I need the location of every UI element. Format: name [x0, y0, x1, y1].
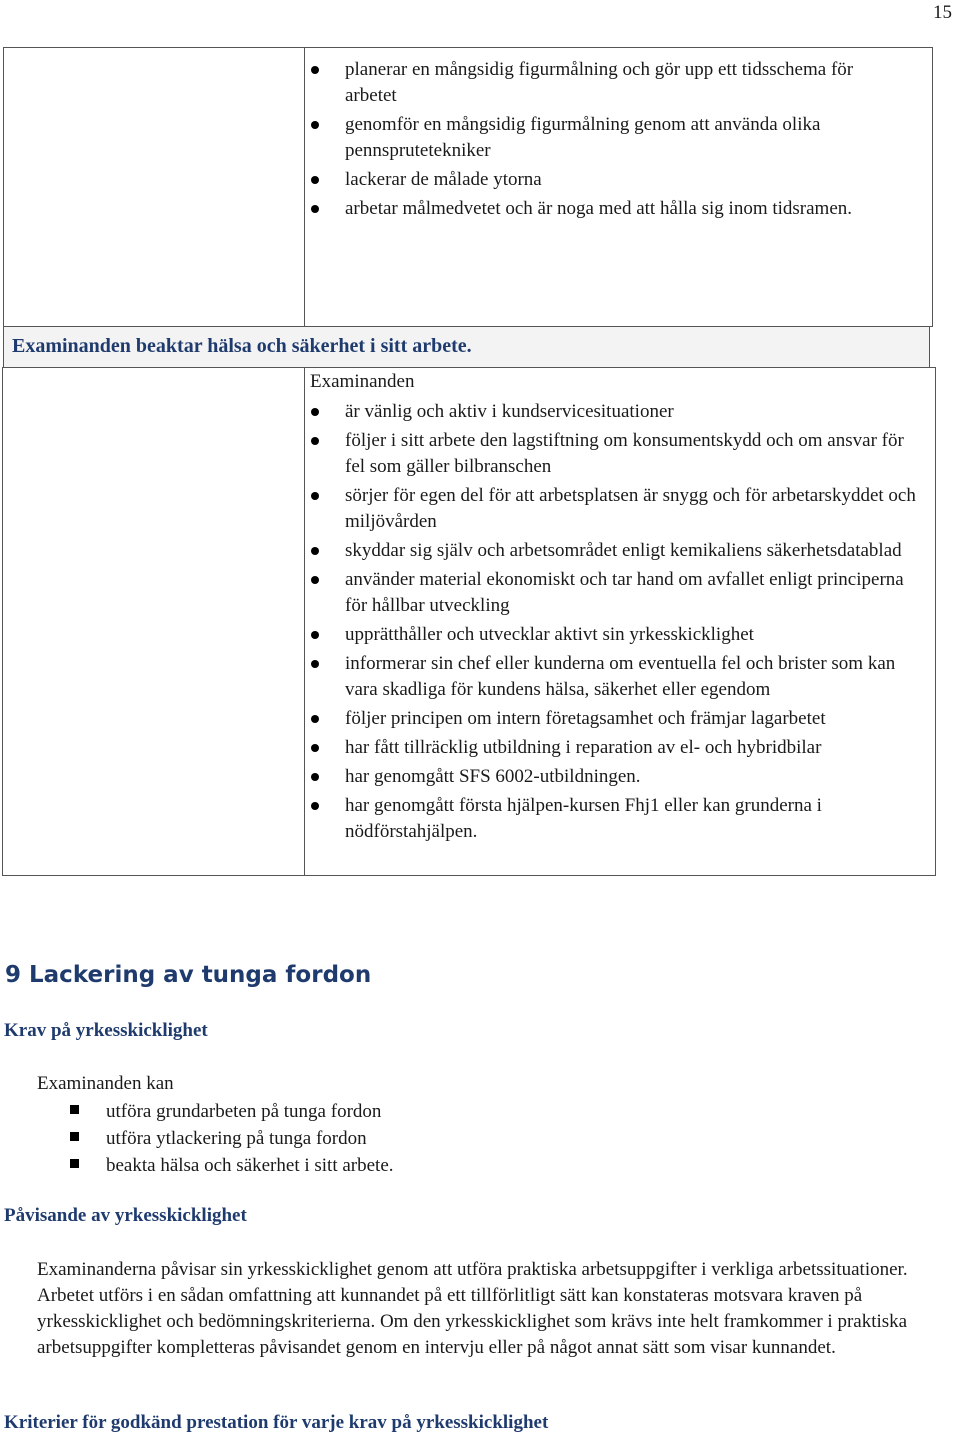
- list-item: följer i sitt arbete den lagstiftning om konsumentskydd och om ansvar för fel som gäller bilbranschen: [305, 428, 925, 480]
- list-item: har genomgått första hjälpen-kursen Fhj1 eller kan grunderna i nödförstahjälpen.: [305, 793, 925, 845]
- bullet-icon: [311, 773, 319, 781]
- pavisande-paragraph: Examinanderna påvisar sin yrkesskicklighet genom att utföra praktiska arbetsuppgifter i verkliga arbetssituationer. Arbetet utförs i en sådan omfattning att kunnandet på ett tillförlitligt sätt kan konstateras motsvara kraven på yrkesskicklighet och bedömningskriterierna. Om den yrkesskicklighet som krävs inte helt framkommer i praktiska arbetsuppgifter kompletteras påvisandet genom en intervju eller på något annat sätt som visar kunnandet.: [37, 1259, 908, 1358]
- list-item: upprätthåller och utvecklar aktivt sin yrkesskicklighet: [305, 622, 925, 648]
- health-intro: Examinanden: [310, 371, 415, 392]
- health-safety-heading: Examinanden beaktar hälsa och säkerhet i sitt arbete.: [12, 335, 472, 357]
- list-item: arbetar målmedvetet och är noga med att hålla sig inom tidsramen.: [305, 196, 905, 222]
- bullet-icon: [311, 660, 319, 668]
- bullet-icon: [311, 66, 319, 74]
- krav-heading: Krav på yrkesskicklighet: [4, 1020, 208, 1041]
- square-bullet-icon: [70, 1132, 79, 1141]
- list-item: använder material ekonomiskt och tar hand om avfallet enligt principerna för hållbar utveckling: [305, 567, 925, 619]
- krav-list: [70, 1098, 394, 1179]
- list-item: beakta hälsa och säkerhet i sitt arbete.: [70, 1152, 394, 1179]
- pavisande-heading: Påvisande av yrkesskicklighet: [4, 1205, 247, 1226]
- health-criteria-list: [305, 399, 925, 848]
- bullet-icon: [311, 744, 319, 752]
- bullet-icon: [311, 802, 319, 810]
- top-criteria-list: [305, 57, 905, 225]
- list-item: sörjer för egen del för att arbetsplatsen är snygg och för arbetarskyddet och miljövården: [305, 483, 925, 535]
- square-bullet-icon: [70, 1105, 79, 1114]
- list-item: informerar sin chef eller kunderna om eventuella fel och brister som kan vara skadliga för kundens hälsa, säkerhet eller egendom: [305, 651, 925, 703]
- kriterier-heading: Kriterier för godkänd prestation för varje krav på yrkesskicklighet: [4, 1412, 549, 1433]
- bullet-icon: [311, 631, 319, 639]
- list-item: har genomgått SFS 6002-utbildningen.: [305, 764, 925, 790]
- bullet-icon: [311, 437, 319, 445]
- bullet-icon: [311, 408, 319, 416]
- list-item: skyddar sig själv och arbetsområdet enligt kemikaliens säkerhetsdatablad: [305, 538, 925, 564]
- bullet-icon: [311, 492, 319, 500]
- list-item: har fått tillräcklig utbildning i reparation av el- och hybridbilar: [305, 735, 925, 761]
- health-safety-heading-bar: [3, 326, 930, 368]
- list-item: genomför en mångsidig figurmålning genom att använda olika pennsprutetekniker: [305, 112, 905, 164]
- list-item: följer principen om intern företagsamhet och främjar lagarbetet: [305, 706, 925, 732]
- bullet-icon: [311, 121, 319, 129]
- krav-intro: Examinanden kan: [37, 1073, 174, 1094]
- section-title: 9 Lackering av tunga fordon: [5, 962, 372, 988]
- page-number: 15: [933, 2, 952, 23]
- bullet-icon: [311, 576, 319, 584]
- bullet-icon: [311, 205, 319, 213]
- list-item: är vänlig och aktiv i kundservicesituationer: [305, 399, 925, 425]
- square-bullet-icon: [70, 1159, 79, 1168]
- list-item: planerar en mångsidig figurmålning och gör upp ett tidsschema för arbetet: [305, 57, 905, 109]
- list-item: utföra grundarbeten på tunga fordon: [70, 1098, 394, 1125]
- bullet-icon: [311, 715, 319, 723]
- bullet-icon: [311, 176, 319, 184]
- list-item: utföra ytlackering på tunga fordon: [70, 1125, 394, 1152]
- bullet-icon: [311, 547, 319, 555]
- list-item: lackerar de målade ytorna: [305, 167, 905, 193]
